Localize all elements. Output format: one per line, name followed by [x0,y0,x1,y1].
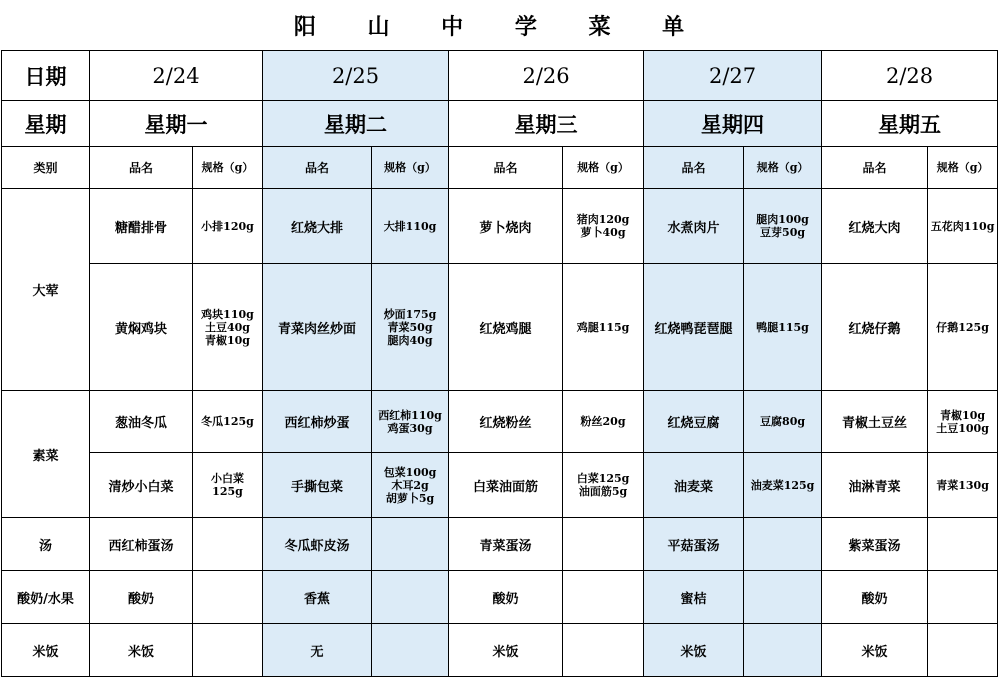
spec-cell: 粉丝20g [563,391,644,453]
category-cell: 汤 [2,518,90,571]
dish-cell: 清炒小白菜 [90,453,193,518]
spec-cell: 油麦菜125g [744,453,822,518]
spec-cell: 青椒10g 土豆100g [928,391,998,453]
spec-cell [372,571,449,624]
spec-cell: 鸡块110g 土豆40g 青椒10g [193,264,263,391]
dish-cell: 糖醋排骨 [90,189,193,264]
spec-cell: 冬瓜125g [193,391,263,453]
spec-cell: 鸭腿115g [744,264,822,391]
spec-cell [928,518,998,571]
dish-name-header: 品名 [822,147,928,189]
dish-cell: 油麦菜 [644,453,744,518]
category-cell: 素菜 [2,391,90,518]
dish-cell: 冬瓜虾皮汤 [263,518,372,571]
menu-row-soup [2,518,998,571]
spec-header: 规格（g） [744,147,822,189]
spec-header: 规格（g） [928,147,998,189]
spec-cell [928,624,998,677]
date-cell: 2/28 [822,51,998,101]
spec-cell: 青菜130g [928,453,998,518]
spec-header: 规格（g） [372,147,449,189]
spec-cell: 西红柿110g 鸡蛋30g [372,391,449,453]
dish-cell: 红烧豆腐 [644,391,744,453]
dish-name-header: 品名 [644,147,744,189]
spec-cell: 小排120g [193,189,263,264]
spec-cell: 白菜125g 油面筋5g [563,453,644,518]
dish-cell: 无 [263,624,372,677]
weekday-cell: 星期一 [90,101,263,147]
dish-name-header: 品名 [263,147,372,189]
dish-cell: 西红柿炒蛋 [263,391,372,453]
spec-header: 规格（g） [193,147,263,189]
spec-cell [193,518,263,571]
spec-cell [928,571,998,624]
spec-cell [372,518,449,571]
spec-cell: 猪肉120g 萝卜40g [563,189,644,264]
category-cell: 酸奶/水果 [2,571,90,624]
dish-cell: 酸奶 [822,571,928,624]
dish-cell: 平菇蛋汤 [644,518,744,571]
dish-cell: 红烧鸡腿 [449,264,563,391]
dish-cell: 白菜油面筋 [449,453,563,518]
spec-cell: 仔鹅125g [928,264,998,391]
spec-cell [193,624,263,677]
dish-cell: 香蕉 [263,571,372,624]
spec-cell: 鸡腿115g [563,264,644,391]
menu-row-yogurt-fruit [2,571,998,624]
dish-cell: 红烧粉丝 [449,391,563,453]
spec-cell [744,518,822,571]
date-cell: 2/27 [644,51,822,101]
menu-row-veg1 [2,391,998,453]
spec-cell [193,571,263,624]
spec-header: 规格（g） [563,147,644,189]
spec-cell [744,571,822,624]
dish-cell: 黄焖鸡块 [90,264,193,391]
dish-cell: 青菜蛋汤 [449,518,563,571]
menu-row-rice [2,624,998,677]
dish-cell: 酸奶 [449,571,563,624]
weekday-cell: 星期五 [822,101,998,147]
weekday-label: 星期 [2,101,90,147]
spec-cell: 腿肉100g 豆芽50g [744,189,822,264]
dish-name-header: 品名 [449,147,563,189]
date-cell: 2/25 [263,51,449,101]
dish-cell: 红烧仔鹅 [822,264,928,391]
spec-cell: 大排110g [372,189,449,264]
dish-cell: 米饭 [449,624,563,677]
dish-cell: 葱油冬瓜 [90,391,193,453]
date-cell: 2/26 [449,51,644,101]
weekday-row [2,101,998,147]
dish-cell: 米饭 [644,624,744,677]
category-cell: 米饭 [2,624,90,677]
dish-cell: 青菜肉丝炒面 [263,264,372,391]
spec-cell: 豆腐80g [744,391,822,453]
spec-cell [372,624,449,677]
spec-cell: 五花肉110g [928,189,998,264]
spec-cell [744,624,822,677]
spec-cell [563,571,644,624]
dish-cell: 红烧大肉 [822,189,928,264]
date-cell: 2/24 [90,51,263,101]
weekday-cell: 星期四 [644,101,822,147]
dish-cell: 紫菜蛋汤 [822,518,928,571]
menu-row-meat2 [2,264,998,391]
category-cell: 大荤 [2,189,90,391]
date-row [2,51,998,101]
dish-cell: 蜜桔 [644,571,744,624]
dish-name-header: 品名 [90,147,193,189]
spec-cell: 小白菜 125g [193,453,263,518]
menu-table [1,50,998,677]
dish-cell: 水煮肉片 [644,189,744,264]
dish-cell: 萝卜烧肉 [449,189,563,264]
date-label: 日期 [2,51,90,101]
dish-cell: 油淋青菜 [822,453,928,518]
spec-cell [563,518,644,571]
weekday-cell: 星期三 [449,101,644,147]
category-header: 类别 [2,147,90,189]
dish-cell: 红烧大排 [263,189,372,264]
dish-cell: 西红柿蛋汤 [90,518,193,571]
page-title: 阳 山 中 学 菜 单 [293,13,707,40]
dish-cell: 青椒土豆丝 [822,391,928,453]
spec-cell: 炒面175g 青菜50g 腿肉40g [372,264,449,391]
menu-row-veg2 [2,453,998,518]
dish-cell: 米饭 [90,624,193,677]
column-header-row [2,147,998,189]
menu-row-meat1 [2,189,998,264]
spec-cell: 包菜100g 木耳2g 胡萝卜5g [372,453,449,518]
dish-cell: 红烧鸭琵琶腿 [644,264,744,391]
dish-cell: 酸奶 [90,571,193,624]
weekday-cell: 星期二 [263,101,449,147]
dish-cell: 手撕包菜 [263,453,372,518]
dish-cell: 米饭 [822,624,928,677]
spec-cell [563,624,644,677]
